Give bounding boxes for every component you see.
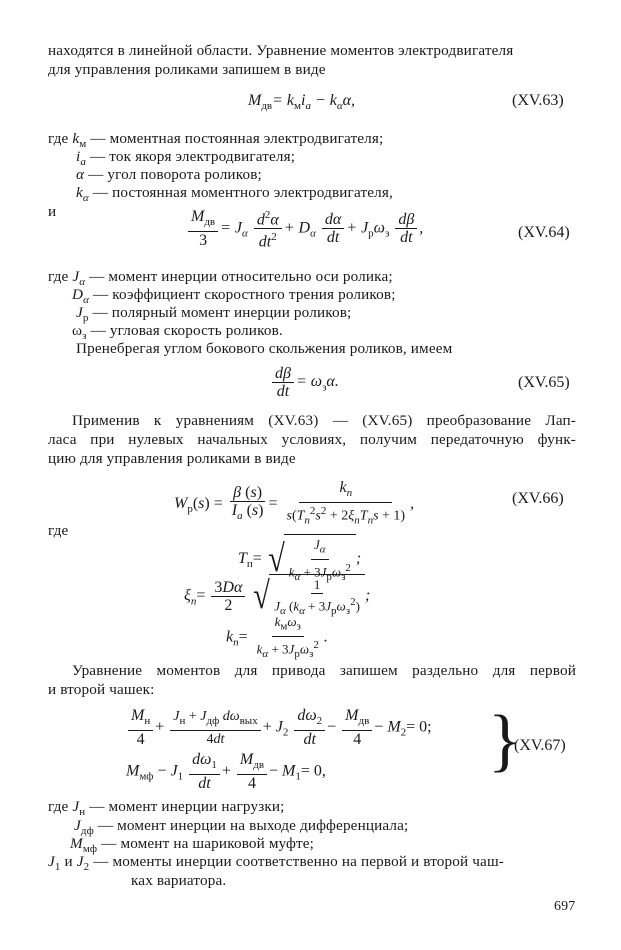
laplace-line-1: Применив к уравнениям (XV.63) — (XV.65) преобразование Лап-	[72, 412, 576, 429]
equation-tn: $T_п=$ √ $\frac{J_\alpha}{k_\alpha + 3J_р\omega_з^2}$ ;	[238, 534, 361, 585]
page-number: 697	[554, 899, 576, 914]
laplace-line-3: цию для управления роликами в виде	[48, 450, 296, 467]
right-brace-icon: }	[488, 702, 522, 779]
equation-label-65: (XV.65)	[518, 374, 570, 391]
def-ia: $i_a$ — ток якоря электродвигателя;	[76, 148, 296, 169]
equation-xv-66: $W_р(s)$ = $\frac{\beta (s)}{I_a (s)}$ = $\frac{k_п}{s(T_п^2s^2 + 2\xi_пT_пs + 1)}$ ,	[174, 479, 415, 527]
def-km: где $k_м$ — моментная постоянная электродвигателя;	[48, 130, 384, 151]
def-j1-j2: $J_1$ и $J_2$ — моменты инерции соответственно на первой и второй чаш-	[48, 853, 504, 874]
def-omega: $\omega_з$ — угловая скорость роликов.	[72, 322, 283, 343]
neglect-line: Пренебрегая углом бокового скольжения роликов, имеем	[76, 340, 453, 357]
def-dalpha: $D_\alpha$ — коэффициент скоростного трения роликов;	[72, 286, 396, 307]
def-j1-j2-cont: ках вариатора.	[131, 872, 227, 889]
equation-xv-63: $M_{дв}= k_мi_a - k_\alpha\alpha$,	[248, 92, 356, 113]
laplace-line-2: ласа при нулевых начальных условиях, получим передаточную функ-	[48, 431, 576, 448]
equation-xi: $\xi_п=$ $\frac{3D\alpha}{2}$ √ $\frac{1}{J_\alpha (k_\alpha + 3J_р\omega_з^2)}$ ;	[184, 575, 371, 618]
equation-label-66: (XV.66)	[512, 490, 564, 507]
def-jn: где $J_н$ — момент инерции нагрузки;	[48, 798, 285, 819]
equation-label-67: (XV.67)	[514, 737, 566, 754]
moments-line-2: и второй чашек:	[48, 681, 155, 698]
intro-line-2: для управления роликами запишем в виде	[48, 61, 326, 78]
equation-label-64: (XV.64)	[518, 224, 570, 241]
and-word: и	[48, 203, 57, 220]
def-kalpha: $k_\alpha$ — постоянная моментного электродвигателя,	[76, 184, 393, 205]
moments-line-1: Уравнение моментов для привода запишем раздельно для первой	[72, 662, 576, 679]
def-jalpha: где $J_\alpha$ — момент инерции относительно оси ролика;	[48, 268, 393, 289]
intro-line-1: находятся в линейной области. Уравнение моментов электродвигателя	[48, 42, 514, 59]
def-jp: $J_р$ — полярный момент инерции роликов;	[76, 304, 352, 325]
equation-xv-67-line-1: $\frac{M_н}{4}$ + $\frac{J_н + J_{дф} d\omega_{вых}}{4dt}$ + $J_2$ $\frac{d\omega_2}{dt}$ − $\frac{M_{дв}}{4}$ − $M_2= 0$;	[126, 708, 432, 747]
def-alpha: α — угол поворота роликов;	[76, 166, 262, 183]
equation-xv-65: $\frac{d\beta}{dt}$ = $\omega_з\alpha$.	[270, 366, 339, 399]
def-mmf: $M_{мф}$ — момент на шариковой муфте;	[70, 835, 315, 856]
equation-kn: $k_п=$ $\frac{k_м\omega_з}{k_\alpha + 3J_р\omega_з^2}$ .	[226, 614, 328, 660]
where-word: где	[48, 522, 69, 539]
def-jdf: $J_{дф}$ — момент инерции на выходе дифференциала;	[74, 817, 409, 838]
equation-xv-67-line-2: $M_{мф} - J_1$ $\frac{d\omega_1}{dt}$ + $\frac{M_{дв}}{4}$ − $M_1= 0$,	[126, 751, 326, 793]
equation-xv-64: $\frac{M_{дв}}{3}$ = $J_\alpha$ $\frac{d^2\alpha}{dt^2}$ + $D_\alpha$ $\frac{d\alpha}{dt}$ + $J_р\omega_з$ $\frac{d\beta}{dt}$ ,	[186, 208, 423, 250]
equation-label-63: (XV.63)	[512, 92, 564, 109]
